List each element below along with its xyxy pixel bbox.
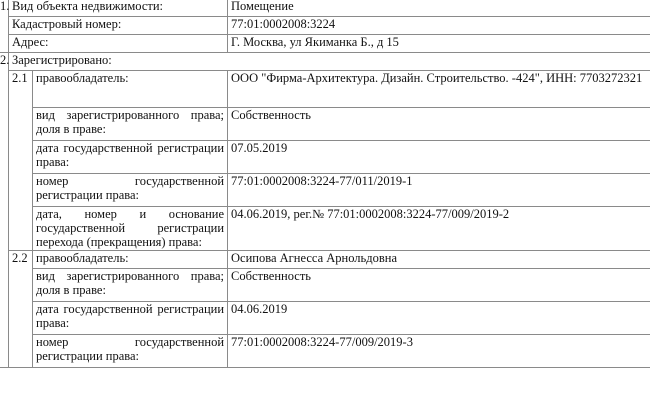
reg-date-label-2: дата государственной регистрации права: bbox=[33, 302, 228, 335]
table-row-reg-number-2 bbox=[0, 335, 650, 368]
table-row-reg-date-2 bbox=[0, 302, 650, 335]
table-row-registered bbox=[0, 53, 650, 71]
table-row-reg-date-1 bbox=[0, 141, 650, 174]
holder-number-2: 2.2 bbox=[9, 251, 33, 368]
reg-number-value-2: 77:01:0002008:3224-77/009/2019-3 bbox=[228, 335, 650, 368]
holder-value-1: ООО "Фирма-Архитектура. Дизайн. Строительство. -424", ИНН: 7703272321 bbox=[228, 71, 650, 108]
reg-date-label-1: дата государственной регистрации права: bbox=[33, 141, 228, 174]
cadastral-number-label: Кадастровый номер: bbox=[9, 17, 228, 35]
cadastral-number-value: 77:01:0002008:3224 bbox=[228, 17, 650, 35]
reg-number-label-2: номер государственной регистрации права: bbox=[33, 335, 228, 368]
table-row-right-type-2 bbox=[0, 269, 650, 302]
registered-label: Зарегистрировано: bbox=[9, 53, 650, 71]
table-row-reg-number-1 bbox=[0, 174, 650, 207]
table-row-holder-1 bbox=[0, 71, 650, 108]
reg-date-value-1: 07.05.2019 bbox=[228, 141, 650, 174]
section-number-2: 2. bbox=[0, 53, 9, 368]
holder-label-1: правообладатель: bbox=[33, 71, 228, 108]
right-type-label-2: вид зарегистрированного права; доля в праве: bbox=[33, 269, 228, 302]
object-type-value: Помещение bbox=[228, 0, 650, 17]
table-row-transfer-1 bbox=[0, 207, 650, 251]
reg-number-label-1: номер государственной регистрации права: bbox=[33, 174, 228, 207]
address-label: Адрес: bbox=[9, 35, 228, 53]
transfer-label-1: дата, номер и основание государственной регистрации перехода (прекращения) права: bbox=[33, 207, 228, 251]
transfer-value-1: 04.06.2019, рег.№ 77:01:0002008:3224-77/009/2019-2 bbox=[228, 207, 650, 251]
address-value: Г. Москва, ул Якиманка Б., д 15 bbox=[228, 35, 650, 53]
table-row-cadastral bbox=[0, 17, 650, 35]
table-row-address bbox=[0, 35, 650, 53]
section-number-1: 1. bbox=[0, 0, 9, 53]
right-type-value-2: Собственность bbox=[228, 269, 650, 302]
holder-number-1: 2.1 bbox=[9, 71, 33, 251]
table-row-object-type bbox=[0, 0, 650, 17]
reg-date-value-2: 04.06.2019 bbox=[228, 302, 650, 335]
table-row-holder-2 bbox=[0, 251, 650, 269]
right-type-value-1: Собственность bbox=[228, 108, 650, 141]
holder-value-2: Осипова Агнесса Арнольдовна bbox=[228, 251, 650, 269]
reg-number-value-1: 77:01:0002008:3224-77/011/2019-1 bbox=[228, 174, 650, 207]
object-type-label: Вид объекта недвижимости: bbox=[9, 0, 228, 17]
holder-label-2: правообладатель: bbox=[33, 251, 228, 269]
table-row-right-type-1 bbox=[0, 108, 650, 141]
right-type-label-1: вид зарегистрированного права; доля в праве: bbox=[33, 108, 228, 141]
